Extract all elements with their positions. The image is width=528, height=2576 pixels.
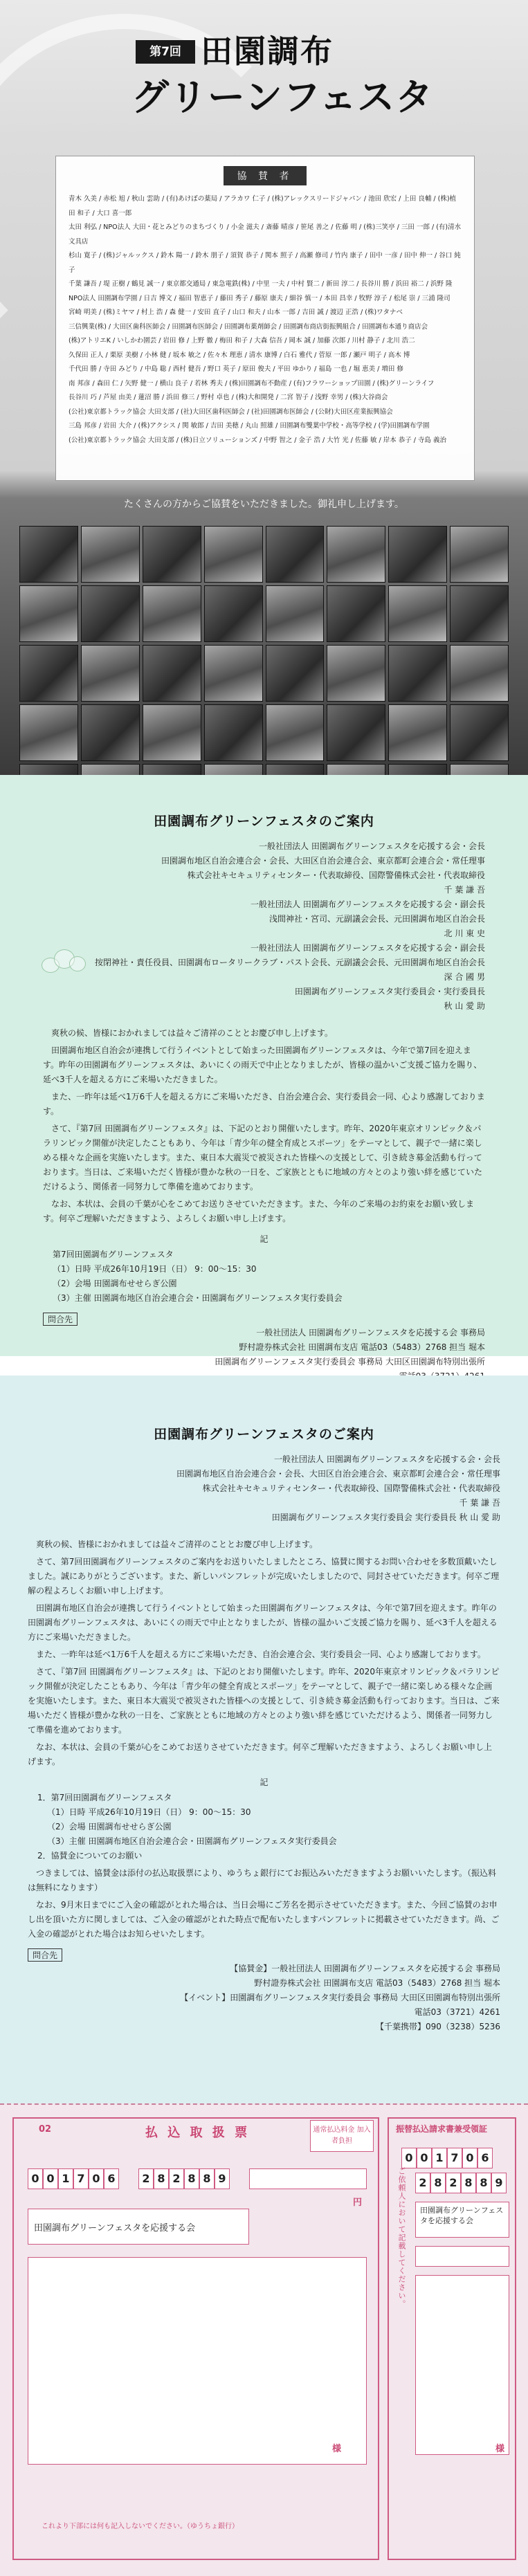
event-item: （1）日時 平成26年10月19日（日） 9：00～15：30 xyxy=(47,1807,251,1817)
body-paragraph: 田園調布地区自治会が連携して行うイベントとして始まった田園調布グリーンフェスタは、今年で第7回を迎えます。昨年の田園調布グリーンフェスタは、あいにくの雨天で中止となりましたが、皆様の温かいご支援ご協力を賜り、延べ3千人を超える方にご来場いただきました。 xyxy=(43,1045,482,1084)
event-photo xyxy=(450,585,509,642)
account-digit: 6 xyxy=(104,2168,119,2189)
receipt-payee-field xyxy=(415,2202,509,2238)
body-paragraph: なお、9月末日までにご入金の確認がとれた場合は、当日会場にご芳名を掲示させていただきます。また、今回ご協賛のお申し出を頂いた方に関しましては、ご入金の確認がとれた時点で配布いたしますパンフレットに掲載させていただきます。尚、ご入金の確認がとれた場合はお知らせいたします。 xyxy=(28,1900,500,1939)
event-item: （2）会場 田園調布せせらぎ公園 xyxy=(53,1279,177,1288)
flyer-title-main: 田園調布 xyxy=(201,33,334,70)
sponsor-line: (公社)東京都トラック協会 大田支部 / (社)大田区歯科医師会 / (社)田園調布医師会 / (公財)大田区産業振興協会 xyxy=(69,408,393,416)
office-code: 02 xyxy=(39,2124,52,2135)
ki-label: 記 xyxy=(260,1234,268,1244)
body-paragraph: また、一昨年は延べ1万6千人を超える方にご来場いただき、自治会連合会、実行委員会一同、心より感謝しております。 xyxy=(36,1650,486,1659)
receipt-amount-field xyxy=(415,2246,509,2267)
sponsor-line: 三島 邦彦 / 岩田 大介 / (株)アクシス / 関 敏郎 / 吉田 美穂 / 丸山 照雄 / 田園調布雙葉中学校・高等学校 / (学)田園調布学園 xyxy=(69,422,430,430)
account-digit: 7 xyxy=(447,2148,462,2168)
event-photo xyxy=(327,585,385,642)
payee-field xyxy=(28,2209,249,2245)
account-digit: 7 xyxy=(73,2168,89,2189)
event-photo xyxy=(266,764,325,775)
organizer-line: 一般社団法人 田園調布グリーンフェスタを応援する会・会長 xyxy=(259,841,485,851)
organizer-name: 秋 山 愛 助 xyxy=(444,1001,485,1011)
sponsor-line: (株)アトリエK / いしかわ園芸 / 岩田 修 / 上野 徹 / 梅田 和子 / 大森 信吾 / 岡本 誠 / 加藤 次郎 / 川村 静子 / 北川 浩二 xyxy=(69,337,415,345)
event-item: （1）日時 平成26年10月19日（日） 9：00～15：30 xyxy=(53,1264,257,1274)
body-paragraph: なお、本状は、会員の千葉が心をこめてお送りさせていただきます。何卒ご理解いただきますよう、よろしくお願い申し上げます。 xyxy=(28,1742,493,1766)
account-prefix[interactable] xyxy=(28,2168,119,2189)
event-photo xyxy=(81,645,140,702)
account-digit: 8 xyxy=(154,2168,169,2189)
organizer-line: 田園調布地区自治会連合会・会長、大田区自治会連合会、東京都町会連合会・常任理事 xyxy=(176,1469,500,1479)
event-photo xyxy=(388,704,447,761)
contact-line: 田園調布グリーンフェスタ実行委員会 事務局 大田区田園調布特別出張所 xyxy=(215,1357,485,1367)
organizer-name: 北 川 東 史 xyxy=(444,929,485,938)
ki-label: 記 xyxy=(260,1778,268,1787)
account-digit: 8 xyxy=(199,2168,215,2189)
event-photo xyxy=(81,585,140,642)
event-photo xyxy=(143,585,201,642)
event-photo xyxy=(204,645,263,702)
event-photo xyxy=(266,585,325,642)
contact-line: 野村證券株式会社 田園調布支店 電話03（5483）2768 担当 堀本 xyxy=(239,1342,485,1352)
event-photo xyxy=(266,645,325,702)
event-photo xyxy=(19,585,78,642)
postal-transfer-form xyxy=(0,2103,528,2576)
account-digit: 2 xyxy=(446,2173,461,2193)
organizer-line: 一般社団法人 田園調布グリーンフェスタを応援する会・副会長 xyxy=(251,899,485,909)
sponsor-line: NPO法人 田園調布学園 / 日吉 博文 / 福田 智恵子 / 藤田 秀子 / 藤原 康夫 / 細谷 慎一 / 本田 昌幸 / 牧野 淳子 / 松尾 崇 / 三浦 隆司 xyxy=(69,294,450,302)
sponsor-line: 宮崎 明美 / (株)ミヤマ / 村上 浩 / 森 健一 / 安田 直子 / 山口 和夫 / 山本 一郎 / 吉田 誠 / 渡辺 正浩 / (株)ワタナベ xyxy=(69,309,403,316)
event-item: 2．協賛金についてのお願い xyxy=(37,1851,143,1861)
account-digit: 0 xyxy=(28,2168,43,2189)
sponsor-line: 千葉 謙吾 / 堤 正樹 / 鶴見 誠一 / 東京都交通局 / 東急電鉄(株) / 中里 一夫 / 中村 賢二 / 新田 淳二 / 長谷川 勝 / 浜田 裕二 / 浜野 隆 xyxy=(69,280,453,288)
account-digit: 8 xyxy=(461,2173,476,2193)
sponsor-line: 南 邦彦 / 森田 仁 / 矢野 健一 / 横山 良子 / 若林 秀夫 / (株)田園調布不動産 / (有)フラワーショップ田園 / (株)グリーンライフ xyxy=(69,379,435,387)
organizer-line: 一般社団法人 田園調布グリーンフェスタを応援する会・副会長 xyxy=(251,943,485,953)
sponsor-line: (公社)東京都トラック協会 大田支部 / (株)日立ソリューションズ / 中野 智之 / 金子 浩 / 大竹 光 / 佐藤 敏 / 岸本 恭子 / 寺島 義治 xyxy=(69,436,447,444)
event-photo xyxy=(143,764,201,775)
contact-line: 【千葉携帯】090（3238）5236 xyxy=(376,2022,500,2031)
event-photo xyxy=(388,645,447,702)
sponsor-list xyxy=(69,192,462,448)
bottom-notice: これより下部には何も記入しないでください。（ゆうちょ銀行） xyxy=(42,2523,239,2530)
event-photo xyxy=(204,704,263,761)
greeting: 爽秋の候、皆様におかれましては益々ご清祥のこととお慶び申し上げます。 xyxy=(36,1540,318,1549)
yen-mark: 円 xyxy=(353,2198,363,2208)
info-letter-short xyxy=(0,1376,528,2103)
account-digit: 1 xyxy=(432,2148,447,2168)
inquiry-label: 問合先 xyxy=(28,1948,62,1962)
body-paragraph: なお、本状は、会員の千葉が心をこめてお送りさせていただきます。また、今年のご来場のお約束をお願い致します。何卒ご理解いただきますよう、よろしくお願い申し上げます。 xyxy=(43,1199,475,1223)
organizer-line: 田園調布地区自治会連合会・会長、大田区自治会連合会、東京都町会連合会・常任理事 xyxy=(161,856,485,866)
sponsor-box xyxy=(55,156,475,481)
organizer-line: 一般社団法人 田園調布グリーンフェスタを応援する会・会長 xyxy=(274,1454,500,1464)
greeting: 爽秋の候、皆様におかれましては益々ご清祥のこととお慶び申し上げます。 xyxy=(51,1028,334,1038)
account-digit: 2 xyxy=(169,2168,184,2189)
event-photo xyxy=(143,645,201,702)
body-paragraph: さて、『第7回 田園調布グリーンフェスタ』は、下記のとおり開催いたします。昨年、2020年東京オリンピック＆パラリンピック開催が決定したこともあり、今年は「青少年の健全育成とスポーツ」をテーマとして、親子で一緒に楽しめる様々な企画を実施いたします。また、東日本大震災で被災された皆様への支援として、引き続き募金活動も行っております。当日は、ご来場いただく皆様が豊かな秋の一日を、ご家族とともに地域の方々とのより強い絆を感じていただけるよう、関係者一同努力して準備を進めております。 xyxy=(28,1667,500,1735)
organizer-line: 田園調布グリーンフェスタ実行委員会 実行委員長 秋 山 愛 助 xyxy=(271,1513,500,1522)
sponsor-line: 太田 利弘 / NPO法人 大田・花とみどりのまちづくり / 小金 滋夫 / 斎藤 晴彦 / 笹尾 善之 / 佐藤 明 / (株)三笑亭 / 三田 一郎 / (有)清水文具店 xyxy=(69,223,462,246)
account-digit: 0 xyxy=(462,2148,477,2168)
payee-name: 田園調布グリーンフェスタを応援する会 xyxy=(34,2223,196,2234)
event-photo xyxy=(388,526,447,583)
organizer-line: 按閉神社・責任役員、田園調布ロータリークラブ・パスト会長、元副議会会長、元田園調布地区自治会長 xyxy=(94,958,485,967)
event-photo xyxy=(81,526,140,583)
event-photo xyxy=(388,585,447,642)
event-photo xyxy=(19,645,78,702)
info-title: 田園調布グリーンフェスタのご案内 xyxy=(154,1427,374,1442)
organizer-line: 浅間神社・宮司、元副議会会長、元田園調布地区自治会長 xyxy=(268,914,485,924)
organizer-block xyxy=(43,839,485,1014)
contact-line: 【協賛金】一般社団法人 田園調布グリーンフェスタを応援する会 事務局 xyxy=(230,1964,500,1973)
sponsor-line: 杉山 寛子 / (株)ジャルックス / 鈴木 陽一 / 鈴木 朋子 / 須賀 恭子 / 関本 照子 / 高瀬 修司 / 竹内 康子 / 田中 一彦 / 田中 伸一 / 谷口 純子 xyxy=(69,252,461,274)
event-photo xyxy=(19,704,78,761)
sponsor-line: 久保田 正人 / 栗原 美樹 / 小林 健 / 坂本 敏之 / 佐々木 理恵 / 清水 康博 / 白石 雅代 / 菅原 一郎 / 瀬戸 明子 / 高木 博 xyxy=(69,351,410,359)
body-paragraph: つきましては、協賛金は添付の払込取扱票により、ゆうちょ銀行にてお振込みいただきますようお願いいたします。（振込料は無料になります） xyxy=(28,1868,497,1892)
edition-badge: 第7回 xyxy=(136,40,195,64)
body-paragraph: さて、『第7回 田園調布グリーンフェスタ』は、下記のとおり開催いたします。昨年、2020年東京オリンピック＆パラリンピック開催が決定したこともあり、今年は「青少年の健全育成とスポーツ」をテーマとして、親子で一緒に楽しめる様々な企画を実施いたします。また、東日本大震災で被災された皆様への支援として、引き続き募金活動も行っております。当日は、ご来場いただく皆様が豊かな秋の一日を、ご家族とともに地域の方々とのより強い絆を感じていただけるよう、関係者一同努力して準備を進めております。 xyxy=(43,1124,483,1191)
account-digit: 1 xyxy=(58,2168,73,2189)
contact-block xyxy=(28,1962,500,2034)
festa-flyer xyxy=(0,0,528,775)
event-photo xyxy=(19,764,78,775)
fee-stamp-label: 通常払込料金 加入者負担 xyxy=(313,2126,371,2145)
event-title: 第7回田園調布グリーンフェスタ xyxy=(53,1250,174,1259)
event-item: （3）主催 田園調布地区自治会連合会・田園調布グリーンフェスタ実行委員会 xyxy=(47,1836,337,1846)
account-digit: 8 xyxy=(184,2168,199,2189)
event-photo xyxy=(327,764,385,775)
sponsor-line: 千代田 勝 / 寺田 みどり / 中島 聡 / 西村 健吾 / 野口 英子 / 原田 俊夫 / 平田 ゆかり / 福島 一也 / 堀 恵美 / 増田 修 xyxy=(69,365,403,373)
event-photo xyxy=(327,526,385,583)
event-photo xyxy=(204,585,263,642)
body-paragraph: さて、第7回田園調布グリーンフェスタのご案内をお送りいたしましたところ、協賛に関するお問い合わせを多数頂戴いたしました。誠にありがとうございます。また、新しいパンフレットが完成いたしましたので、同封させていただきます。何卒ご理解の程よろしくお願い申し上げます。 xyxy=(28,1557,500,1596)
organizer-line: 株式会社キセキュリティセンター・代表取締役、国際警備株式会社・代表取締役 xyxy=(187,870,485,880)
event-item: （3）主催 田園調布地区自治会連合会・田園調布グリーンフェスタ実行委員会 xyxy=(53,1293,343,1303)
info-letter-long xyxy=(0,775,528,1367)
slip-title: 払 込 取 扱 票 xyxy=(145,2126,251,2140)
side-note: ご依頼人において記載してください。 xyxy=(397,2167,406,2308)
receipt-account-prefix xyxy=(401,2148,493,2168)
sama-mark: 様 xyxy=(332,2444,342,2454)
contact-line: 【イベント】田園調布グリーンフェスタ実行委員会 事務局 大田区田園調布特別出張所 xyxy=(180,1993,500,2002)
event-photo xyxy=(81,704,140,761)
receipt-sender-field xyxy=(415,2275,509,2455)
organizer-name: 千 葉 謙 吾 xyxy=(444,885,485,895)
sender-field[interactable] xyxy=(28,2257,367,2465)
account-digit: 0 xyxy=(417,2148,432,2168)
receipt-sama-mark: 様 xyxy=(495,2444,505,2454)
thanks-message: たくさんの方からご協賛をいただきました。御礼申し上げます。 xyxy=(124,499,404,510)
flyer-title-sub: グリーンフェスタ xyxy=(131,75,434,119)
contact-line: 一般社団法人 田園調布グリーンフェスタを応援する会 事務局 xyxy=(256,1328,485,1337)
account-number[interactable] xyxy=(138,2168,230,2189)
event-photo xyxy=(19,526,78,583)
organizer-name: 千 葉 謙 吾 xyxy=(459,1498,500,1508)
receipt-title: 振替払込請求書兼受領証 xyxy=(396,2124,488,2134)
event-photo xyxy=(450,645,509,702)
event-photo xyxy=(450,704,509,761)
event-photo xyxy=(204,764,263,775)
inquiry-label: 問合先 xyxy=(43,1313,78,1326)
event-item: 1．第7回田園調布グリーンフェスタ xyxy=(37,1793,172,1802)
contact-line: 電話03（3721）4261 xyxy=(414,2007,500,2017)
photo-collage xyxy=(19,526,509,775)
event-details xyxy=(28,1791,500,1863)
account-digit: 8 xyxy=(476,2173,491,2193)
fee-stamp-box xyxy=(310,2120,374,2152)
organizer-line: 株式会社キセキュリティセンター・代表取締役、国際警備株式会社・代表取締役 xyxy=(202,1483,500,1493)
event-details xyxy=(43,1248,485,1306)
event-photo xyxy=(450,526,509,583)
account-digit: 0 xyxy=(401,2148,417,2168)
event-photo xyxy=(266,704,325,761)
event-item: （2）会場 田園調布せせらぎ公園 xyxy=(47,1822,172,1831)
event-photo xyxy=(327,704,385,761)
account-digit: 9 xyxy=(491,2173,507,2193)
organizer-block xyxy=(28,1452,500,1525)
tree-illustration-icon xyxy=(42,948,90,976)
event-photo xyxy=(143,704,201,761)
account-digit: 2 xyxy=(415,2173,430,2193)
sponsor-line: 青木 久美 / 赤松 旭 / 秋山 雲助 / (有)あけぼの薬局 / アラカワ 仁子 / (株)アレックスリードジャパン / 池田 欣宏 / 上田 良輔 / (株)植田 和子 / 大口 喜一郎 xyxy=(69,195,457,217)
sponsor-line: 三信興業(株) / 大田区歯科医師会 / 田園調布医師会 / 田園調布薬剤師会 / 田園調布商店街振興組合 / 田園調布本通り商店会 xyxy=(69,322,428,331)
body-paragraph: また、一昨年は延べ1万6千人を超える方にご来場いただき、自治会連合会、実行委員会一同、心より感謝しております。 xyxy=(43,1092,485,1116)
event-photo xyxy=(388,764,447,775)
info-title: 田園調布グリーンフェスタのご案内 xyxy=(154,814,374,829)
account-digit: 8 xyxy=(430,2173,446,2193)
account-digit: 0 xyxy=(89,2168,104,2189)
account-digit: 6 xyxy=(477,2148,493,2168)
account-digit: 2 xyxy=(138,2168,154,2189)
event-photo xyxy=(266,526,325,583)
event-photo xyxy=(450,764,509,775)
body-paragraph: 田園調布地区自治会が連携して行うイベントとして始まった田園調布グリーンフェスタは、今年で第7回を迎えます。昨年の田園調布グリーンフェスタは、あいにくの雨天で中止となりましたが、皆様の温かいご支援ご協力を賜り、延べ3千人を超える方にご来場いただきました。 xyxy=(28,1603,498,1642)
event-photo xyxy=(143,526,201,583)
contact-line: 野村證券株式会社 田園調布支店 電話03（5483）2768 担当 堀本 xyxy=(254,1978,500,1988)
account-digit: 0 xyxy=(43,2168,58,2189)
event-photo xyxy=(327,645,385,702)
event-photo xyxy=(81,764,140,775)
amount-field[interactable] xyxy=(249,2168,367,2189)
account-digit: 9 xyxy=(215,2168,230,2189)
organizer-name: 深 合 國 男 xyxy=(444,972,485,982)
sponsor-line: 長谷川 巧 / 芦屋 由美 / 蓮沼 勝 / 浜田 修三 / 野村 卓也 / (株)大和開発 / 二宮 智子 / 浅野 幸男 / (株)大谷商会 xyxy=(69,394,388,401)
organizer-line: 田園調布グリーンフェスタ実行委員会・実行委員長 xyxy=(294,987,485,996)
receipt-payee-name: 田園調布グリーンフェスタを応援する会 xyxy=(420,2206,504,2225)
event-photo xyxy=(204,526,263,583)
sponsor-heading: 協 賛 者 xyxy=(224,166,307,185)
receipt-account-number xyxy=(415,2173,507,2193)
